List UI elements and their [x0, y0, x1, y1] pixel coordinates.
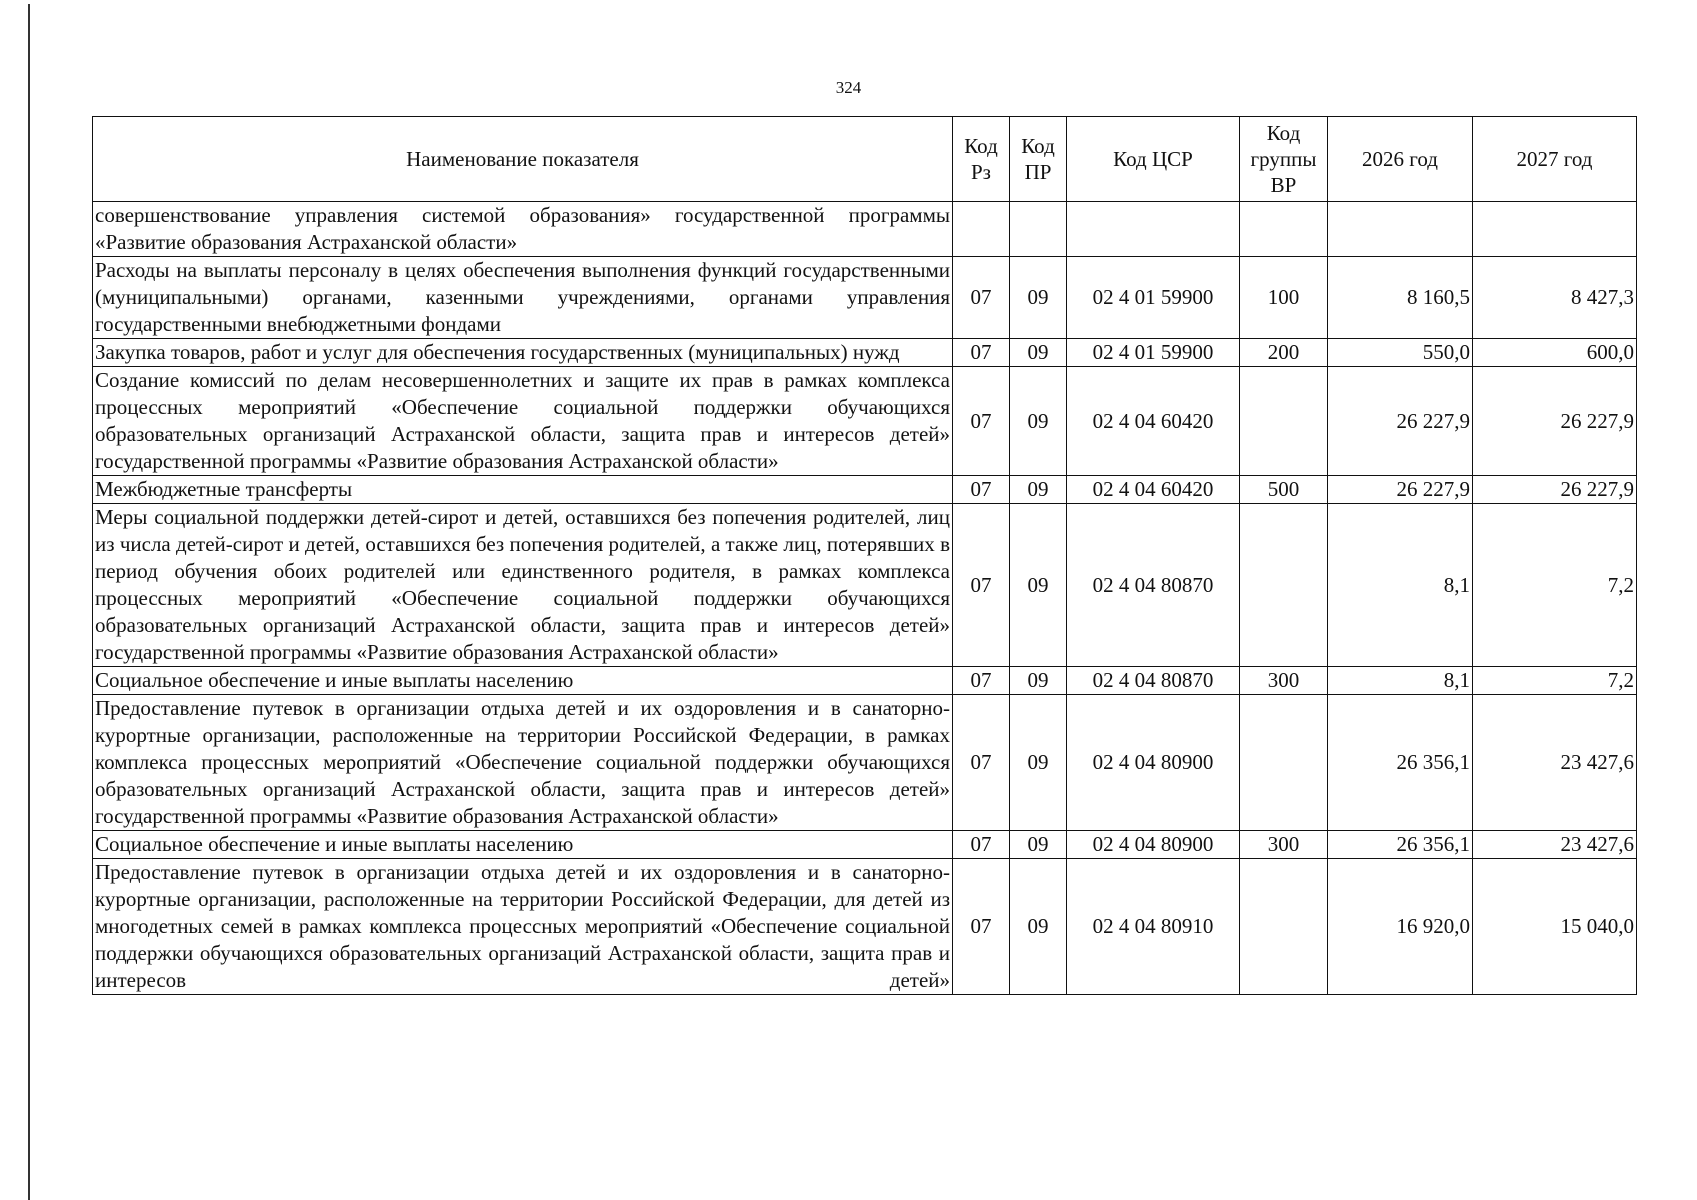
row-code-csr: 02 4 04 60420 [1067, 476, 1240, 504]
table-row [93, 257, 1637, 339]
row-code-pr: 09 [1010, 859, 1067, 995]
table-row [93, 859, 1637, 995]
row-indicator-name: Межбюджетные трансферты [93, 476, 953, 504]
row-value-2026 [1328, 202, 1473, 257]
table-row [93, 695, 1637, 831]
row-code-csr: 02 4 04 80900 [1067, 831, 1240, 859]
row-code-vr: 200 [1240, 339, 1328, 367]
row-code-vr: 300 [1240, 667, 1328, 695]
row-code-pr: 09 [1010, 695, 1067, 831]
row-code-rz: 07 [953, 667, 1010, 695]
row-code-vr [1240, 367, 1328, 476]
row-value-2027: 15 040,0 [1473, 859, 1637, 995]
row-code-rz: 07 [953, 339, 1010, 367]
row-code-vr: 100 [1240, 257, 1328, 339]
row-code-vr [1240, 504, 1328, 667]
row-code-rz: 07 [953, 504, 1010, 667]
row-code-csr: 02 4 01 59900 [1067, 339, 1240, 367]
row-code-pr: 09 [1010, 831, 1067, 859]
row-indicator-name: Меры социальной поддержки детей-сирот и детей, оставшихся без попечения родителей, лиц из числа детей-сирот и детей, оставшихся без попечения родителей, а также лиц, потерявших в период обучения обоих родителей или единственного родителя, в рамках комплекса процессных мероприятий «Обеспечение социальной поддержки обучающихся образовательных организаций Астраханской области, защита прав и интересов детей» государственной программы «Развитие образования Астраханской области» [93, 504, 953, 667]
row-code-csr: 02 4 04 80870 [1067, 504, 1240, 667]
row-code-rz: 07 [953, 257, 1010, 339]
row-value-2027: 23 427,6 [1473, 831, 1637, 859]
row-code-pr: 09 [1010, 667, 1067, 695]
row-code-vr: 500 [1240, 476, 1328, 504]
table-row [93, 504, 1637, 667]
row-code-rz: 07 [953, 367, 1010, 476]
row-value-2027: 23 427,6 [1473, 695, 1637, 831]
row-code-pr [1010, 202, 1067, 257]
row-value-2026: 8 160,5 [1328, 257, 1473, 339]
row-value-2027: 7,2 [1473, 504, 1637, 667]
row-code-csr: 02 4 04 80870 [1067, 667, 1240, 695]
row-value-2026: 16 920,0 [1328, 859, 1473, 995]
header-code-rz: Код Рз [953, 117, 1010, 202]
row-value-2026: 550,0 [1328, 339, 1473, 367]
row-value-2026: 8,1 [1328, 504, 1473, 667]
table-row [93, 339, 1637, 367]
row-value-2026: 26 227,9 [1328, 367, 1473, 476]
row-code-csr: 02 4 04 80900 [1067, 695, 1240, 831]
row-value-2026: 8,1 [1328, 667, 1473, 695]
row-code-csr: 02 4 04 80910 [1067, 859, 1240, 995]
row-value-2026: 26 227,9 [1328, 476, 1473, 504]
row-value-2027 [1473, 202, 1637, 257]
row-code-pr: 09 [1010, 504, 1067, 667]
row-code-pr: 09 [1010, 339, 1067, 367]
row-indicator-name: Предоставление путевок в организации отдыха детей и их оздоровления и в санаторно-курортные организации, расположенные на территории Российской Федерации, в рамках комплекса процессных мероприятий «Обеспечение социальной поддержки обучающихся образовательных организаций Астраханской области, защита прав и интересов детей» государственной программы «Развитие образования Астраханской области» [93, 695, 953, 831]
header-indicator-name: Наименование показателя [93, 117, 953, 202]
budget-table [92, 116, 1637, 995]
page-number: 324 [835, 78, 862, 97]
row-code-pr: 09 [1010, 367, 1067, 476]
row-code-rz: 07 [953, 859, 1010, 995]
row-value-2027: 26 227,9 [1473, 367, 1637, 476]
table-row [93, 367, 1637, 476]
header-code-pr: Код ПР [1010, 117, 1067, 202]
row-value-2027: 8 427,3 [1473, 257, 1637, 339]
row-value-2027: 7,2 [1473, 667, 1637, 695]
table-header-row [93, 117, 1637, 202]
row-code-vr [1240, 202, 1328, 257]
row-code-pr: 09 [1010, 476, 1067, 504]
row-code-pr: 09 [1010, 257, 1067, 339]
header-code-csr: Код ЦСР [1067, 117, 1240, 202]
row-indicator-name: Социальное обеспечение и иные выплаты населению [93, 831, 953, 859]
row-code-csr: 02 4 01 59900 [1067, 257, 1240, 339]
row-value-2026: 26 356,1 [1328, 695, 1473, 831]
row-indicator-name: Расходы на выплаты персоналу в целях обеспечения выполнения функций государственными (муниципальными) органами, казенными учреждениями, органами управления государственными внебюджетными фондами [93, 257, 953, 339]
table-row [93, 831, 1637, 859]
row-code-rz: 07 [953, 695, 1010, 831]
row-code-csr: 02 4 04 60420 [1067, 367, 1240, 476]
table-row [93, 667, 1637, 695]
row-code-rz [953, 202, 1010, 257]
row-indicator-name: Социальное обеспечение и иные выплаты населению [93, 667, 953, 695]
row-value-2026: 26 356,1 [1328, 831, 1473, 859]
header-year-2027: 2027 год [1473, 117, 1637, 202]
row-code-csr [1067, 202, 1240, 257]
row-code-rz: 07 [953, 831, 1010, 859]
row-value-2027: 26 227,9 [1473, 476, 1637, 504]
table-row [93, 202, 1637, 257]
row-code-vr [1240, 859, 1328, 995]
row-indicator-name: совершенствование управления системой образования» государственной программы «Развитие образования Астраханской области» [93, 202, 953, 257]
row-indicator-name: Закупка товаров, работ и услуг для обеспечения государственных (муниципальных) нужд [93, 339, 953, 367]
header-year-2026: 2026 год [1328, 117, 1473, 202]
row-value-2027: 600,0 [1473, 339, 1637, 367]
row-code-rz: 07 [953, 476, 1010, 504]
row-indicator-name: Предоставление путевок в организации отдыха детей и их оздоровления и в санаторно-курортные организации, расположенные на территории Российской Федерации, для детей из многодетных семей в рамках комплекса процессных мероприятий «Обеспечение социальной поддержки обучающихся образовательных организаций Астраханской области, защита прав и интересов детей» [93, 859, 953, 995]
scan-left-edge-line [28, 4, 30, 1200]
table-row [93, 476, 1637, 504]
header-code-vr: Код группы ВР [1240, 117, 1328, 202]
row-indicator-name: Создание комиссий по делам несовершеннолетних и защите их прав в рамках комплекса процессных мероприятий «Обеспечение социальной поддержки обучающихся образовательных организаций Астраханской области, защита прав и интересов детей» государственной программы «Развитие образования Астраханской области» [93, 367, 953, 476]
row-code-vr: 300 [1240, 831, 1328, 859]
row-code-vr [1240, 695, 1328, 831]
